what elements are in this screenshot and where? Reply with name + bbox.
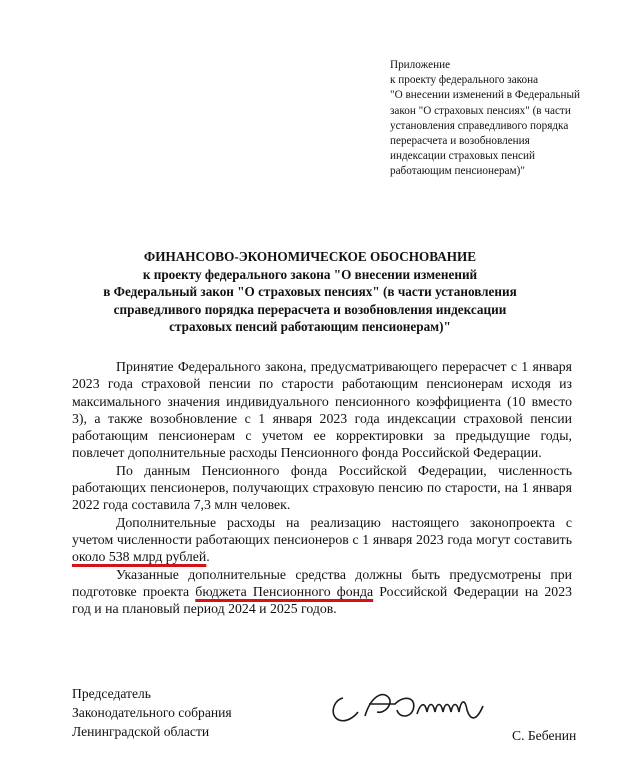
heading-line: страховых пенсий работающим пенсионерам)" — [169, 319, 451, 334]
paragraph-4 — [72, 566, 572, 618]
appendix-line: индексации страховых пенсий — [390, 150, 535, 163]
paragraph-4-text: Указанные дополнительные средства должны быть предусмотрены при подготовке проекта — [72, 566, 572, 599]
highlighted-budget: бюджета Пенсионного фонда — [195, 583, 374, 599]
document-body — [72, 358, 572, 617]
appendix-note — [390, 58, 608, 180]
signer-name: С. Бебенин — [512, 728, 577, 743]
paragraph-3-text: Дополнительные расходы на реализацию настоящего законопроекта с учетом численности работающих пенсионеров с 1 января 2023 года могут составить — [72, 514, 572, 547]
heading-line: к проекту федерального закона "О внесении изменений — [142, 266, 478, 282]
appendix-line: Приложение — [390, 59, 451, 71]
appendix-line: закон "О страховых пенсиях" (в части — [390, 104, 571, 117]
paragraph-4-end: Российской Федерации на 2023 год и на плановый период 2024 и 2025 годов. — [72, 583, 572, 617]
appendix-line: к проекту федерального закона — [390, 74, 539, 87]
heading-title: ФИНАНСОВО-ЭКОНОМИЧЕСКОЕ ОБОСНОВАНИЕ — [143, 249, 477, 264]
paragraph-1: Принятие Федерального закона, предусматривающего перерасчет с 1 января 2023 года страховой пенсии по старости работающим пенсионерам исходя из максимального значения индивидуального пенсионного коэффициента (10 вместо 3), а также возобновление с 1 января 2023 года индексации страховой пенсии работающим пенсионерам с учетом ее корректировки за предыдущие годы, повлечет дополнительные расходы Пенсионного фонда Российской Федерации. — [72, 359, 572, 461]
appendix-line: перерасчета и возобновления — [390, 135, 530, 148]
signer-title-line: Ленинградской области — [72, 724, 210, 739]
document-heading — [60, 248, 560, 336]
signer-title-line: Законодательного собрания — [72, 705, 232, 720]
appendix-line: работающим пенсионерам)" — [390, 165, 525, 178]
heading-line: справедливого порядка перерасчета и возобновления индексации — [113, 301, 507, 317]
appendix-line: "О внесении изменений в Федеральный — [390, 89, 581, 102]
paragraph-3 — [72, 514, 572, 566]
signer-title-line: Председатель — [72, 686, 151, 701]
paragraph-2: По данным Пенсионного фонда Российской Федерации, численность работающих пенсионеров, получающих страховую пенсию по старости, на 1 января 2022 года составила 7,3 млн человек. — [72, 462, 572, 513]
highlighted-amount: около 538 млрд рублей — [72, 549, 207, 565]
signature-block — [72, 684, 592, 741]
heading-line: в Федеральный закон "О страховых пенсиях" (в части установления — [103, 284, 517, 299]
appendix-line: установления справедливого порядка — [390, 119, 569, 132]
paragraph-3-end: . — [206, 549, 210, 565]
